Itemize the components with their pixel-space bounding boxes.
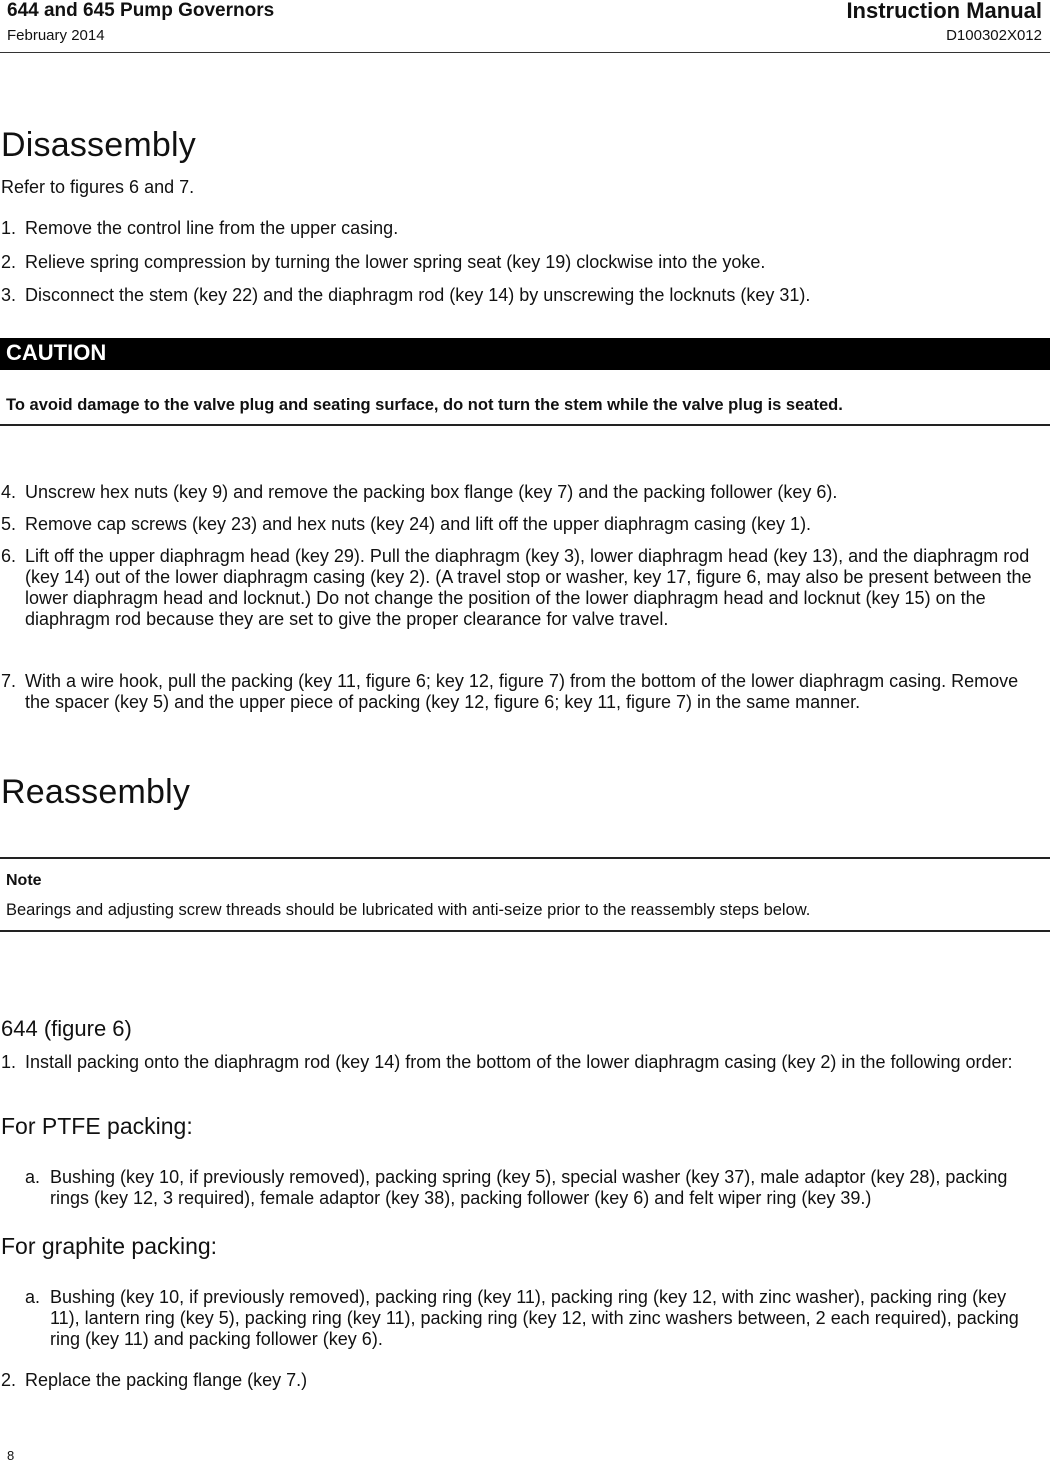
reassembly-heading: Reassembly <box>1 773 191 811</box>
list-item <box>0 1287 1040 1350</box>
step-text: Install packing onto the diaphragm rod (key 14) from the bottom of the lower diaphragm casing (key 2) in the following order: <box>25 1052 1013 1072</box>
note-text: Bearings and adjusting screw threads should be lubricated with anti-seize prior to the reassembly steps below. <box>6 901 811 919</box>
caution-text: To avoid damage to the valve plug and seating surface, do not turn the stem while the valve plug is seated. <box>6 396 843 414</box>
step-text: Bushing (key 10, if previously removed), packing ring (key 11), packing ring (key 12, with zinc washer), packing ring (key 11), lantern ring (key 5), packing ring (key 11), packing ring (key 12, with zinc washers between, 2 each required), packing ring (key 11) and packing follower (key 6). <box>50 1287 1019 1349</box>
step-text: Bushing (key 10, if previously removed), packing spring (key 5), special washer (key 37), male adaptor (key 28), packing rings (key 12, 3 required), female adaptor (key 38), packing follower (key 6) and felt wiper ring (key 39.) <box>50 1167 1008 1208</box>
step-number: 5. <box>1 514 17 534</box>
list-item <box>0 546 1040 630</box>
step-text: Unscrew hex nuts (key 9) and remove the packing box flange (key 7) and the packing follower (key 6). <box>25 482 838 502</box>
list-item <box>0 252 1040 273</box>
step-text: With a wire hook, pull the packing (key 11, figure 6; key 12, figure 7) from the bottom of the lower diaphragm casing. Remove the spacer (key 5) and the upper piece of packing (key 12, figure 6; key 11, figure 7) in the same manner. <box>25 671 1019 712</box>
step-number: 7. <box>1 671 17 691</box>
note-label: Note <box>6 872 42 889</box>
header-rule <box>0 52 1050 53</box>
step-number: 4. <box>1 482 17 502</box>
step-letter: a. <box>25 1287 41 1307</box>
step-number: 6. <box>1 546 17 566</box>
manual-label: Instruction Manual <box>846 0 1042 23</box>
list-item <box>0 671 1040 713</box>
doc-number: D100302X012 <box>946 27 1042 44</box>
subsection-heading: 644 (figure 6) <box>1 1016 132 1041</box>
step-number: 2. <box>1 252 17 272</box>
caution-label: CAUTION <box>6 340 107 365</box>
step-text: Remove cap screws (key 23) and hex nuts (key 24) and lift off the upper diaphragm casing (key 1). <box>25 514 812 534</box>
list-item <box>0 1167 1040 1209</box>
step-number: 3. <box>1 285 17 305</box>
step-number: 1. <box>1 218 17 238</box>
step-text: Remove the control line from the upper casing. <box>25 218 399 238</box>
step-text: Replace the packing flange (key 7.) <box>25 1370 308 1390</box>
note-bottom-rule <box>0 930 1050 932</box>
caution-banner <box>0 338 1050 370</box>
step-number: 1. <box>1 1052 17 1072</box>
step-text: Disconnect the stem (key 22) and the diaphragm rod (key 14) by unscrewing the locknuts (key 31). <box>25 285 811 305</box>
ptfe-heading: For PTFE packing: <box>1 1113 193 1139</box>
doc-date: February 2014 <box>7 27 105 44</box>
step-number: 2. <box>1 1370 17 1390</box>
page-number: 8 <box>7 1448 15 1463</box>
disassembly-intro: Refer to figures 6 and 7. <box>1 177 195 197</box>
list-item <box>0 218 1040 239</box>
list-item <box>0 1370 1040 1391</box>
step-letter: a. <box>25 1167 41 1187</box>
list-item <box>0 514 1040 535</box>
list-item <box>0 1052 1040 1073</box>
disassembly-heading: Disassembly <box>1 126 196 164</box>
caution-bottom-rule <box>0 424 1050 426</box>
step-text: Relieve spring compression by turning the lower spring seat (key 19) clockwise into the yoke. <box>25 252 766 272</box>
step-text: Lift off the upper diaphragm head (key 29). Pull the diaphragm (key 3), lower diaphragm head (key 13), and the diaphragm rod (key 14) out of the lower diaphragm casing (key 2). (A travel stop or washer, key 17, figure 6, may also be present between the lower diaphragm head and locknut.) Do not change the position of the lower diaphragm head and locknut (key 15) on the diaphragm rod because they are set to give the proper clearance for valve travel. <box>25 546 1032 629</box>
list-item <box>0 482 1040 503</box>
graphite-heading: For graphite packing: <box>1 1233 218 1259</box>
doc-title: 644 and 645 Pump Governors <box>7 0 275 21</box>
note-top-rule <box>0 857 1050 859</box>
list-item <box>0 285 1040 306</box>
